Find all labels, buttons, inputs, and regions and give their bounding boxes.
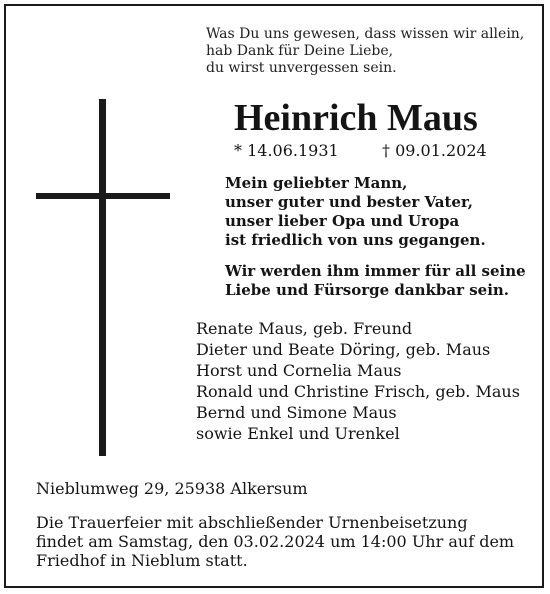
deceased-name: Heinrich Maus <box>234 97 478 139</box>
mourner-5: Bernd und Simone Maus <box>196 403 397 422</box>
poem-line-3: du wirst unvergessen sein. <box>206 60 397 76</box>
mourner-1: Renate Maus, geb. Freund <box>196 319 413 338</box>
poem-line-1: Was Du uns gewesen, dass wissen wir allein, <box>206 26 525 42</box>
cross-horizontal-bar <box>36 193 170 199</box>
message-2-line-1: Wir werden ihm immer für all seine <box>225 262 526 280</box>
message-1-line-3: unser lieber Opa und Uropa <box>225 212 460 230</box>
cross-vertical-bar <box>99 99 106 456</box>
address: Nieblumweg 29, 25938 Alkersum <box>36 479 308 498</box>
mourner-2: Dieter und Beate Döring, geb. Maus <box>196 340 491 359</box>
message-block-2 <box>225 262 526 300</box>
funeral-line-1: Die Trauerfeier mit abschließender Urnenbeisetzung <box>36 513 468 532</box>
mourner-6: sowie Enkel und Urenkel <box>196 424 400 443</box>
funeral-line-3: Friedhof in Nieblum statt. <box>36 551 248 570</box>
funeral-line-2: findet am Samstag, den 03.02.2024 um 14:00 Uhr auf dem <box>36 532 515 551</box>
message-block-1 <box>225 174 486 250</box>
mourners-list <box>196 318 520 444</box>
message-1-line-4: ist friedlich von uns gegangen. <box>225 231 486 249</box>
message-1-line-2: unser guter und bester Vater, <box>225 193 473 211</box>
death-date: † 09.01.2024 <box>382 141 487 160</box>
mourner-4: Ronald und Christine Frisch, geb. Maus <box>196 382 520 401</box>
message-1-line-1: Mein geliebter Mann, <box>225 174 408 192</box>
message-2-line-2: Liebe und Fürsorge dankbar sein. <box>225 281 510 299</box>
poem <box>206 26 526 77</box>
mourner-3: Horst und Cornelia Maus <box>196 361 402 380</box>
birth-date: * 14.06.1931 <box>234 141 339 160</box>
poem-line-2: hab Dank für Deine Liebe, <box>206 43 394 59</box>
funeral-notice <box>36 513 514 570</box>
